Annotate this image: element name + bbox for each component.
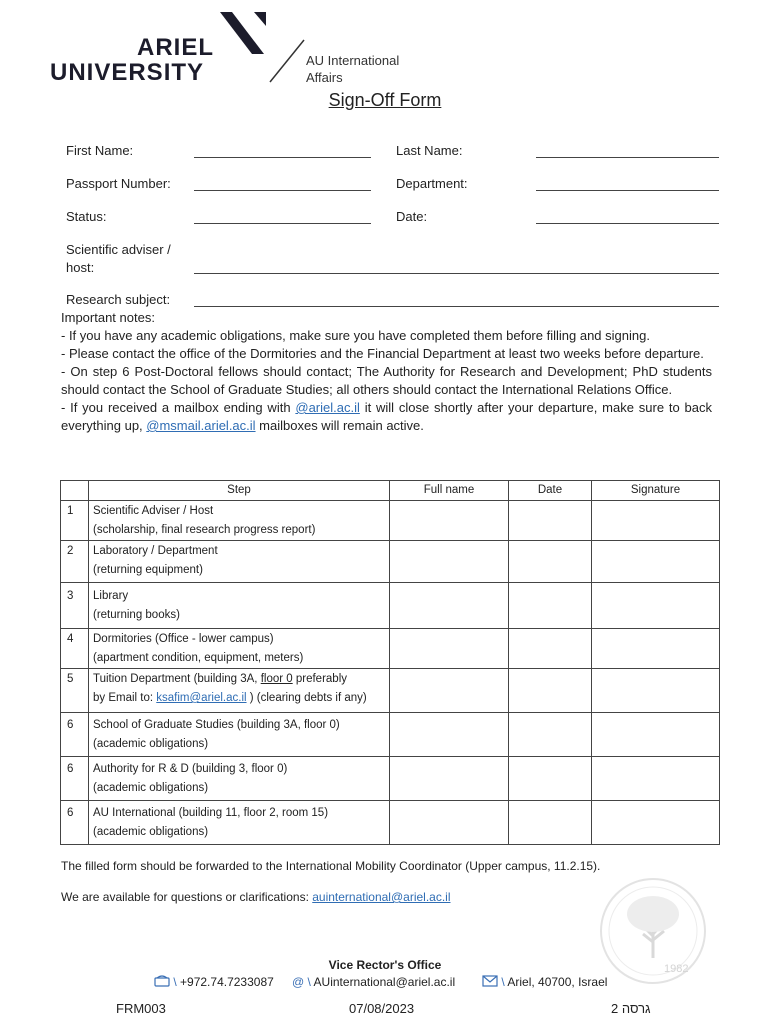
adviser-field[interactable] <box>194 273 719 274</box>
notes-heading: Important notes: <box>61 310 155 325</box>
step-detail-a: by Email to: <box>93 692 157 704</box>
adviser-label <box>66 241 171 277</box>
signature-cell[interactable] <box>592 757 720 801</box>
step-detail: (returning equipment) <box>93 564 203 576</box>
research-field[interactable] <box>194 306 719 307</box>
last-name-label: Last Name: <box>396 143 463 158</box>
department-field[interactable] <box>536 190 719 191</box>
email-contact <box>292 975 455 989</box>
unit-name <box>306 52 399 86</box>
step-number: 6 <box>61 801 89 845</box>
email-separator: \ <box>307 975 311 989</box>
research-label: Research subject: <box>66 292 171 307</box>
questions-text: We are available for questions or clarifications: <box>61 890 313 904</box>
note-4-text-a: - If you received a mailbox ending with <box>61 400 296 415</box>
date-cell[interactable] <box>509 669 592 713</box>
phone-separator: \ <box>173 975 177 989</box>
questions-line <box>61 890 451 904</box>
table-row <box>61 629 720 669</box>
step-title-b: preferably <box>292 673 348 685</box>
step-number: 6 <box>61 713 89 757</box>
table-row <box>61 669 720 713</box>
msmail-link[interactable]: @msmail.ariel.ac.il <box>146 418 256 433</box>
date-cell[interactable] <box>509 629 592 669</box>
postal-address: Ariel, 40700, Israel <box>507 975 608 989</box>
table-row <box>61 757 720 801</box>
seal-year: 1982 <box>664 963 689 975</box>
step-number: 1 <box>61 501 89 541</box>
unit-name-line2: Affairs <box>306 70 343 85</box>
step-description <box>89 583 390 629</box>
date-label: Date: <box>396 209 428 224</box>
step-title: School of Graduate Studies (building 3A, floor 0) <box>93 719 340 731</box>
full-name-cell[interactable] <box>390 583 509 629</box>
date-cell[interactable] <box>509 583 592 629</box>
address-separator: \ <box>501 975 505 989</box>
signature-cell[interactable] <box>592 583 720 629</box>
header-date: Date <box>509 481 592 501</box>
adviser-label-line1: Scientific adviser / <box>66 242 171 257</box>
table-header-row <box>61 481 720 501</box>
at-icon: @ <box>292 975 305 989</box>
email-address: AUinternational@ariel.ac.il <box>313 975 456 989</box>
document-date: 07/08/2023 <box>349 1001 415 1016</box>
signature-cell[interactable] <box>592 629 720 669</box>
step-detail: (academic obligations) <box>93 738 209 750</box>
step-title: Library <box>93 590 129 602</box>
full-name-cell[interactable] <box>390 757 509 801</box>
version-label: גרסה 2 <box>611 1001 651 1016</box>
phone-number: +972.74.7233087 <box>180 975 274 989</box>
important-notes <box>61 309 712 435</box>
signature-cell[interactable] <box>592 669 720 713</box>
full-name-cell[interactable] <box>390 669 509 713</box>
phone-icon <box>154 975 170 987</box>
last-name-field[interactable] <box>536 157 719 158</box>
header-signature: Signature <box>592 481 720 501</box>
step-number: 5 <box>61 669 89 713</box>
unit-name-line1: AU International <box>306 53 400 68</box>
step-title: Authority for R & D (building 3, floor 0) <box>93 763 288 775</box>
form-title: Sign-Off Form <box>328 90 442 110</box>
sign-off-steps-table <box>60 480 720 845</box>
table-row <box>61 583 720 629</box>
signature-cell[interactable] <box>592 801 720 845</box>
signature-cell[interactable] <box>592 713 720 757</box>
step-title: Dormitories (Office - lower campus) <box>93 633 274 645</box>
office-name: Vice Rector's Office <box>328 958 442 972</box>
logo-divider-icon <box>266 38 306 84</box>
full-name-cell[interactable] <box>390 541 509 583</box>
first-name-field[interactable] <box>194 157 371 158</box>
step-title-a: Tuition Department (building 3A, <box>93 673 261 685</box>
date-field[interactable] <box>536 223 719 224</box>
step-description <box>89 669 390 713</box>
signature-cell[interactable] <box>592 501 720 541</box>
ariel-mail-link[interactable]: @ariel.ac.il <box>295 400 360 415</box>
passport-label: Passport Number: <box>66 176 171 191</box>
date-cell[interactable] <box>509 713 592 757</box>
table-row <box>61 713 720 757</box>
phone-contact <box>154 975 274 989</box>
step-detail: (academic obligations) <box>93 782 209 794</box>
step-detail: (apartment condition, equipment, meters) <box>93 652 304 664</box>
table-row <box>61 541 720 583</box>
header-step: Step <box>89 481 390 501</box>
date-cell[interactable] <box>509 501 592 541</box>
full-name-cell[interactable] <box>390 801 509 845</box>
header-full-name: Full name <box>390 481 509 501</box>
table-row <box>61 801 720 845</box>
step-number: 6 <box>61 757 89 801</box>
passport-field[interactable] <box>194 190 371 191</box>
signature-cell[interactable] <box>592 541 720 583</box>
note-4-text-b: it will close shortly after your departure, make sure to back everything up, <box>61 400 712 433</box>
note-1: - If you have any academic obligations, make sure you have completed them before filling and signing. <box>61 328 650 343</box>
step-title: Laboratory / Department <box>93 545 218 557</box>
date-cell[interactable] <box>509 801 592 845</box>
step-description <box>89 713 390 757</box>
note-3: - On step 6 Post-Doctoral fellows should contact; The Authority for Research and Development; PhD students should contact the School of Graduate Studies; all others should contact the International Relations Office. <box>61 364 712 397</box>
note-4 <box>61 399 712 435</box>
step-detail: (returning books) <box>93 609 180 621</box>
status-label: Status: <box>66 209 107 224</box>
adviser-label-line2: host: <box>66 260 95 275</box>
note-4-text-c: mailboxes will remain active. <box>255 418 424 433</box>
floor-zero-underline: floor 0 <box>260 673 293 685</box>
full-name-cell[interactable] <box>390 501 509 541</box>
header-num <box>61 481 89 501</box>
step-description <box>89 501 390 541</box>
step-detail-b: ) (clearing debts if any) <box>246 692 367 704</box>
step-title: AU International (building 11, floor 2, room 15) <box>93 807 329 819</box>
step-detail: (academic obligations) <box>93 826 209 838</box>
logo-mark-icon <box>218 10 268 56</box>
date-cell[interactable] <box>509 757 592 801</box>
mail-icon <box>482 975 498 987</box>
step-description <box>89 757 390 801</box>
step-number: 2 <box>61 541 89 583</box>
step-title: Scientific Adviser / Host <box>93 505 214 517</box>
address-contact <box>482 975 607 989</box>
forward-instruction: The filled form should be forwarded to the International Mobility Coordinator (Upper campus, 11.2.15). <box>61 859 601 873</box>
step-title <box>93 670 385 689</box>
step-description <box>89 541 390 583</box>
note-2: - Please contact the office of the Dormitories and the Financial Department at least two weeks before departure. <box>61 346 704 361</box>
full-name-cell[interactable] <box>390 713 509 757</box>
date-cell[interactable] <box>509 541 592 583</box>
auinternational-email-link[interactable]: auinternational@ariel.ac.il <box>312 890 451 904</box>
full-name-cell[interactable] <box>390 629 509 669</box>
logo-text-ariel: ARIEL <box>137 34 214 61</box>
table-row <box>61 501 720 541</box>
step-detail <box>93 689 385 708</box>
department-label: Department: <box>396 176 468 191</box>
status-field[interactable] <box>194 223 371 224</box>
step-detail: (scholarship, final research progress report) <box>93 524 316 536</box>
step-description <box>89 629 390 669</box>
step-number: 3 <box>61 583 89 629</box>
ksafim-email-link[interactable]: ksafim@ariel.ac.il <box>156 692 247 704</box>
logo-text-university: UNIVERSITY <box>50 59 205 86</box>
step-description <box>89 801 390 845</box>
form-code: FRM003 <box>116 1001 166 1016</box>
step-number: 4 <box>61 629 89 669</box>
first-name-label: First Name: <box>66 143 134 158</box>
